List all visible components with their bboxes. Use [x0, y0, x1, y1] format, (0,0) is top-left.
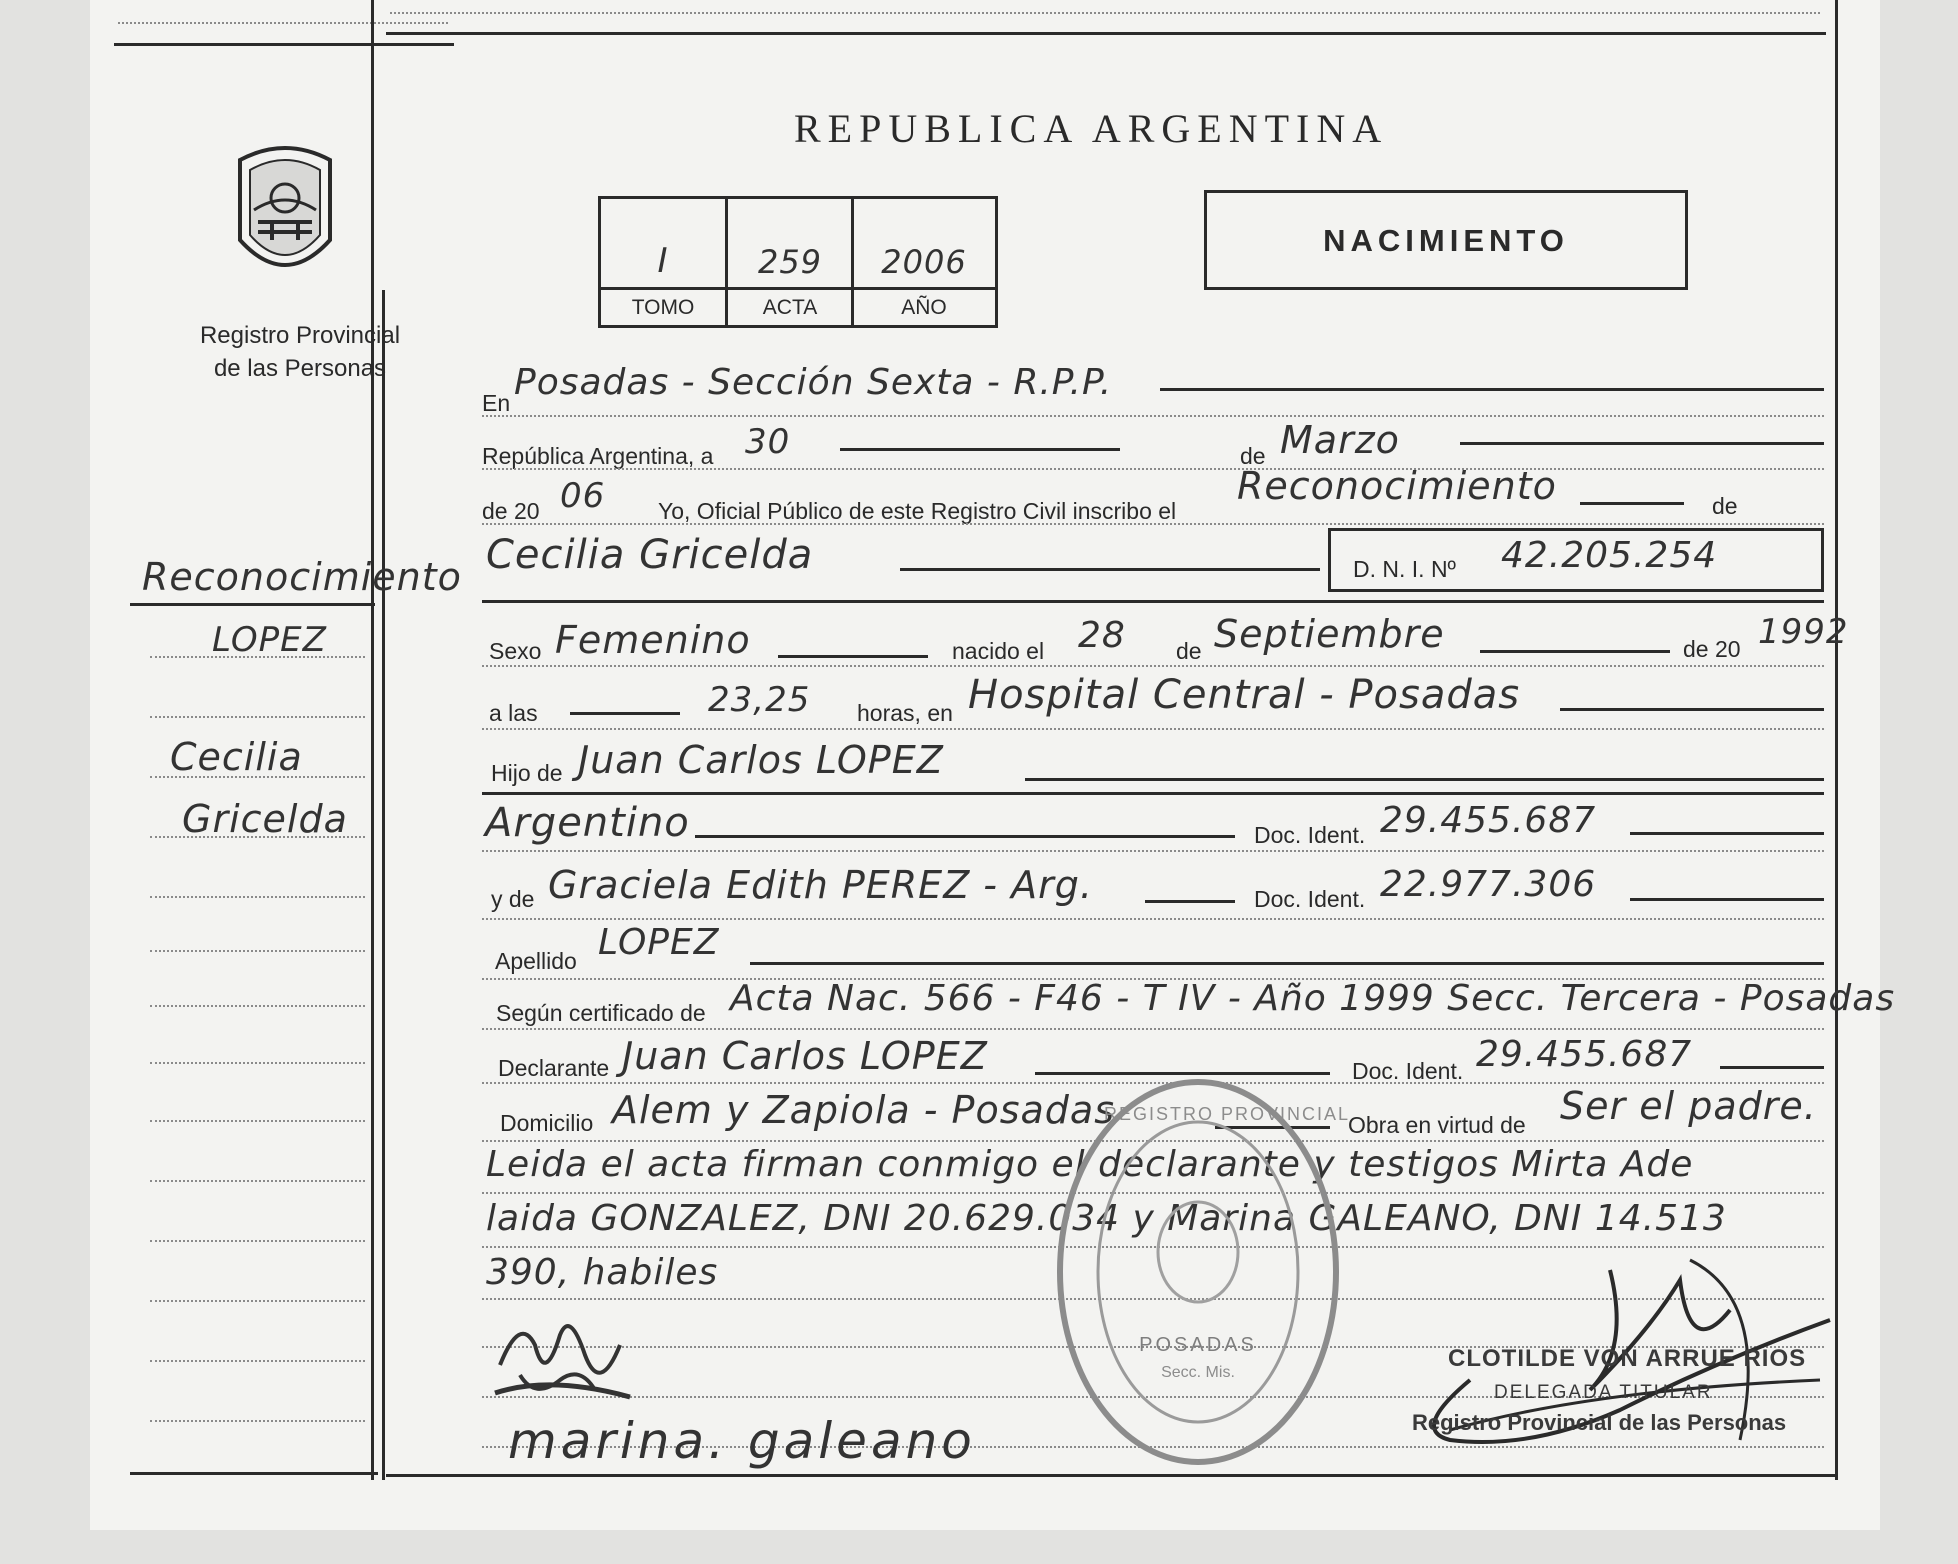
observaciones-line3: 390, habiles [486, 1252, 719, 1293]
margin-dotted-9 [150, 1120, 365, 1122]
page-title: REPUBLICA ARGENTINA [794, 106, 1389, 151]
stamp-bottom-text: Secc. Mis. [1161, 1364, 1235, 1381]
margin-dotted-4 [150, 836, 365, 838]
declarante-label: Declarante [498, 1055, 610, 1081]
anio-value: 2006 [881, 243, 967, 281]
sexo-value: Femenino [555, 618, 751, 662]
misiones-coat-of-arms-logo [232, 140, 338, 288]
margin-dotted-7 [150, 1005, 365, 1007]
official-organization: Registro Provincial de las Personas [1412, 1410, 1787, 1435]
top-dotted-line-right [390, 12, 1820, 14]
row12-rule-b [1720, 1066, 1824, 1069]
row6-rule-b [1560, 708, 1824, 711]
declarant-signature [490, 1305, 640, 1405]
row8-rule-b [1630, 832, 1824, 835]
margin-dotted-6 [150, 950, 365, 952]
virtud-value: Ser el padre. [1560, 1084, 1817, 1128]
doc-madre-value: 22.977.306 [1380, 864, 1597, 905]
doc-padre-value: 29.455.687 [1380, 800, 1597, 841]
record-type-box [1204, 190, 1688, 290]
nac-mes-value: Septiembre [1214, 612, 1445, 656]
margin-dotted-13 [150, 1360, 365, 1362]
row8-dotted [482, 850, 1824, 852]
mes-value: Marzo [1280, 418, 1400, 462]
row1-rule [1160, 388, 1824, 391]
sexo-label: Sexo [489, 638, 542, 664]
witness-signature: marina. galeano [508, 1412, 976, 1470]
nombre-value: Cecilia Gricelda [486, 532, 814, 578]
nacido-label: nacido el [952, 638, 1045, 664]
row3-dotted [482, 523, 1824, 525]
stamp-top-text: REGISTRO PROVINCIAL [1104, 1104, 1351, 1124]
row2-rule-b [1460, 442, 1824, 445]
row6-dotted [482, 728, 1824, 730]
yo-label: Yo, Oficial Público de este Registro Civil inscribo el [658, 498, 1177, 524]
official-round-stamp [1052, 1072, 1351, 1472]
margin-dotted-2 [150, 716, 365, 718]
dia-value: 30 [745, 422, 791, 462]
margin-dotted-12 [150, 1300, 365, 1302]
margin-dotted-5 [150, 896, 365, 898]
row4-rule [900, 568, 1320, 571]
y-de-label: y de [491, 886, 535, 912]
nac-anio-value: 1992 [1758, 612, 1849, 652]
en-label: En [482, 390, 511, 416]
acta-label: ACTA [762, 296, 818, 319]
nacionalidad-value: Argentino [485, 800, 690, 846]
row9-dotted [482, 918, 1824, 920]
apellido-label: Apellido [495, 948, 577, 974]
row11-dotted [482, 1028, 1824, 1030]
row9-rule-a [1145, 900, 1235, 903]
tomo-value: I [657, 241, 669, 281]
de20-label: de 20 [482, 498, 540, 524]
lugar-nac-value: Hospital Central - Posadas [968, 672, 1521, 718]
tomo-label: TOMO [631, 296, 695, 319]
dni-value: 42.205.254 [1501, 535, 1718, 576]
top-dotted-line-left [118, 22, 448, 24]
doc2-label: Doc. Ident. [1254, 886, 1366, 912]
row1-dotted [482, 415, 1824, 417]
column-divider-inner [382, 290, 385, 1480]
row5-dotted [482, 665, 1824, 667]
republica-label: República Argentina, a [482, 443, 714, 469]
record-type-label: NACIMIENTO [1323, 223, 1569, 258]
official-title: DELEGADA TITULAR [1494, 1382, 1713, 1403]
margin-dotted-8 [150, 1062, 365, 1064]
row10-rule [750, 962, 1824, 965]
row2-dotted [482, 468, 1824, 470]
stamp-middle-text: POSADAS [1139, 1334, 1257, 1356]
row9-rule-b [1630, 898, 1824, 901]
dni-label: D. N. I. Nº [1353, 556, 1456, 582]
segun-label: Según certificado de [496, 1000, 706, 1026]
birth-certificate-page [90, 0, 1896, 1530]
doc3-label: Doc. Ident. [1352, 1058, 1464, 1084]
domicilio-label: Domicilio [500, 1110, 594, 1136]
acto-value: Reconocimiento [1237, 464, 1557, 508]
margin-note-rule [130, 603, 375, 606]
margin-dotted-3 [150, 776, 365, 778]
margin-name1: Cecilia [170, 735, 303, 779]
registry-name-line1: Registro Provincial [199, 322, 401, 349]
de-end-label: de [1712, 493, 1738, 519]
row8-rule-a [695, 835, 1235, 838]
margin-dotted-14 [150, 1420, 365, 1422]
margin-note: Reconocimiento [142, 555, 462, 599]
ledger-reference-box [598, 196, 998, 328]
ledger-label-rule [601, 287, 995, 290]
official-name: CLOTILDE VON ARRUE RIOS [1448, 1345, 1807, 1372]
doc-declarante-value: 29.455.687 [1476, 1034, 1693, 1075]
nac-dia-value: 28 [1078, 615, 1126, 656]
de-label: de [1240, 443, 1266, 469]
acta-value: 259 [757, 243, 823, 281]
hijo-label: Hijo de [491, 760, 563, 786]
top-rule-right [386, 32, 1826, 35]
top-rule-left [114, 43, 454, 46]
row3-rule [1580, 502, 1684, 505]
row5-rule-b [1480, 650, 1670, 653]
de-mes-label: de [1176, 638, 1202, 664]
hora-value: 23,25 [708, 680, 811, 720]
lugar-value: Posadas - Sección Sexta - R.P.P. [514, 362, 1113, 403]
row6-rule-a [570, 712, 680, 715]
horas-label: horas, en [857, 700, 953, 726]
apellido-value: LOPEZ [598, 922, 720, 963]
column-divider-left [371, 0, 374, 1480]
row4-bottom-rule [482, 600, 1824, 603]
margin-surname: LOPEZ [212, 620, 327, 660]
margin-dotted-11 [150, 1240, 365, 1242]
row7-rule [1025, 778, 1824, 781]
declarante-value: Juan Carlos LOPEZ [622, 1034, 988, 1078]
observaciones-line2: laida GONZALEZ, DNI 20.629.034 y Marina GALEANO, DNI 14.513 [486, 1198, 1727, 1239]
margin-dotted-10 [150, 1180, 365, 1182]
a-las-label: a las [489, 700, 538, 726]
anio-label: AÑO [901, 296, 947, 319]
margin-bottom-rule [130, 1472, 378, 1475]
bottom-rule [386, 1474, 1838, 1477]
row7-rule-2 [482, 792, 1824, 795]
certificado-value: Acta Nac. 566 - F46 - T IV - Año 1999 Secc. Tercera - Posadas [730, 978, 1896, 1019]
observaciones-line1: Leida el acta firman conmigo el declarante y testigos Mirta Ade [486, 1144, 1694, 1185]
anio-registro-value: 06 [560, 476, 606, 516]
margin-dotted-1 [150, 656, 365, 658]
padre-value: Juan Carlos LOPEZ [578, 738, 944, 782]
dni-box [1328, 528, 1824, 592]
domicilio-value: Alem y Zapiola - Posadas [612, 1088, 1116, 1132]
de-anio-label: de 20 [1683, 636, 1741, 662]
doc1-label: Doc. Ident. [1254, 822, 1366, 848]
row5-rule-a [778, 655, 928, 658]
registry-name-line2: de las Personas [213, 355, 387, 382]
margin-name2: Gricelda [182, 797, 348, 841]
obra-label: Obra en virtud de [1348, 1112, 1526, 1138]
row2-rule-a [840, 448, 1120, 451]
madre-value: Graciela Edith PEREZ - Arg. [548, 863, 1093, 907]
